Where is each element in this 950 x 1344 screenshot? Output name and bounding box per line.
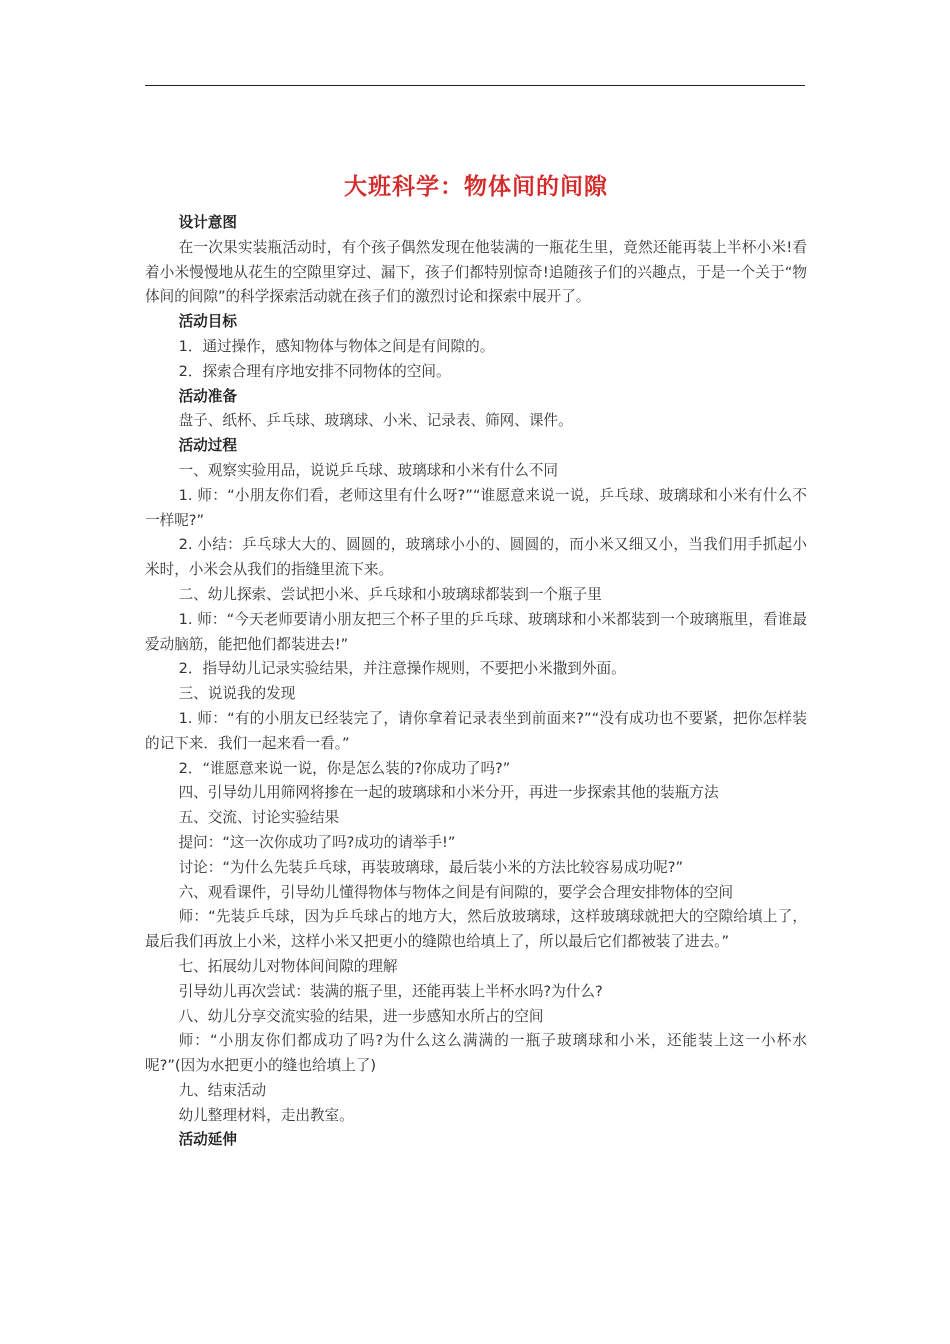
paragraph: 在一次果实装瓶活动时，有个孩子偶然发现在他装满的一瓶花生里，竟然还能再装上半杯小米!看着小米慢慢地从花生的空隙里穿过、漏下，孩子们都特别惊奇!追随孩子们的兴趣点，于是一个关于“物体间的间隙”的科学探索活动就在孩子们的激烈讨论和探索中展开了。 [145,238,807,306]
paragraph: 盘子、纸杯、乒乓球、玻璃球、小米、记录表、筛网、课件。 [178,412,573,430]
paragraph: 1. 师：“小朋友你们看，老师这里有什么呀?”“谁愿意来说一说，乒乓球、玻璃球和小米有什么不一样呢?” [145,486,807,529]
section-heading: 活动延伸 [178,1131,237,1149]
header-rule [145,85,805,86]
document-body [145,165,807,1153]
section-heading: 活动准备 [178,387,237,405]
paragraph: 2．“谁愿意来说一说，你是怎么装的?你成功了吗?” [178,759,511,777]
paragraph: 引导幼儿再次尝试：装满的瓶子里，还能再装上半杯水吗?为什么? [178,982,603,1000]
paragraph: 师：“先装乒乓球，因为乒乓球占的地方大，然后放玻璃球，这样玻璃球就把大的空隙给填上了，最后我们再放上小米，这样小米又把更小的缝隙也给填上了，所以最后它们都被装了进去。” [145,908,807,951]
section-heading: 活动目标 [178,313,237,331]
paragraph: 讨论：“为什么先装乒乓球，再装玻璃球，最后装小米的方法比较容易成功呢?” [178,858,684,876]
paragraph: 2. 小结：乒乓球大大的、圆圆的，玻璃球小小的、圆圆的，而小米又细又小，当我们用手抓起小米时，小米会从我们的指缝里流下来。 [145,536,807,579]
paragraph: 1. 师：“有的小朋友已经装完了，请你拿着记录表坐到前面来?”“没有成功也不要紧，把你怎样装的记下来．我们一起来看一看。” [145,709,807,752]
paragraph: 师：“小朋友你们都成功了吗?为什么这么满满的一瓶子玻璃球和小米，还能装上这一小杯水呢?”(因为水把更小的缝也给填上了) [145,1032,807,1075]
paragraph: 幼儿整理材料，走出教室。 [178,1106,354,1124]
document-title: 大班科学：物体间的间隙 [344,174,608,200]
paragraph: 七、拓展幼儿对物体间间隙的理解 [178,957,398,975]
paragraph: 六、观看课件，引导幼儿懂得物体与物体之间是有间隙的，要学会合理安排物体的空间 [178,883,734,901]
paragraph: 二、幼儿探索、尝试把小米、乒乓球和小玻璃球都装到一个瓶子里 [178,585,602,603]
paragraph: 九、结束活动 [178,1081,267,1099]
document-blocks [145,211,807,1153]
paragraph: 四、引导幼儿用筛网将掺在一起的玻璃球和小米分开，再进一步探索其他的装瓶方法 [178,784,719,802]
paragraph: 三、说说我的发现 [178,685,296,703]
paragraph: 八、幼儿分享交流实验的结果，进一步感知水所占的空间 [178,1007,544,1025]
section-heading: 活动过程 [178,437,237,455]
paragraph: 1．通过操作，感知物体与物体之间是有间隙的。 [178,337,495,355]
paragraph: 一、观察实验用品，说说乒乓球、玻璃球和小米有什么不同 [178,461,559,479]
paragraph: 2．探索合理有序地安排不同物体的空间。 [178,362,451,380]
paragraph: 提问：“这一次你成功了吗?成功的请举手!” [178,833,456,851]
paragraph: 五、交流、讨论实验结果 [178,809,340,827]
paragraph: 2．指导幼儿记录实验结果，并注意操作规则，不要把小米撒到外面。 [178,660,626,678]
section-heading: 设计意图 [178,214,237,231]
paragraph: 1. 师：“今天老师要请小朋友把三个杯子里的乒乓球、玻璃球和小米都装到一个玻璃瓶里，看谁最爱动脑筋，能把他们都装进去!” [145,610,807,653]
